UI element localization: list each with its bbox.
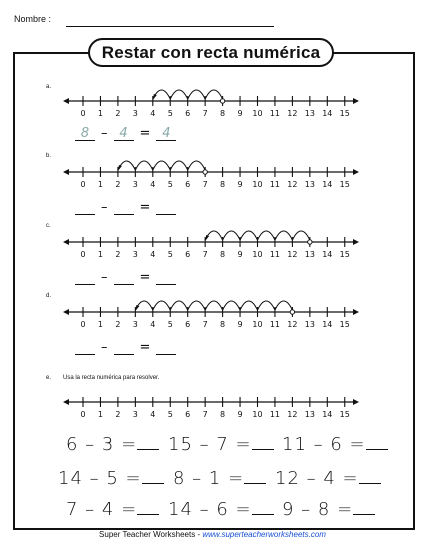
equation-e7: 7 – 4 = xyxy=(66,499,159,520)
number-line-b-jump xyxy=(188,161,205,170)
number-line-d-jump xyxy=(188,301,205,310)
number-line-e-arrow-right xyxy=(353,399,359,405)
number-line-a-tick-label: 9 xyxy=(237,109,243,118)
number-line-a-tick-label: 7 xyxy=(202,109,208,118)
number-line-c-tick-label: 7 xyxy=(202,250,208,259)
number-line-b-jump xyxy=(135,161,152,170)
equation-e7-blank[interactable] xyxy=(137,500,159,515)
number-line-b-tick-label: 4 xyxy=(150,180,156,189)
name-label: Nombre : xyxy=(14,14,52,24)
number-line-e-arrow-left xyxy=(63,399,69,405)
number-line-d-tick-label: 13 xyxy=(304,320,315,329)
number-line-a-jump xyxy=(205,90,222,99)
number-line-e-tick-label: 12 xyxy=(287,410,298,419)
number-line-b-jump xyxy=(170,161,187,170)
number-line-c-arrow-right xyxy=(353,239,359,245)
problem-b-label: b. xyxy=(46,153,52,159)
number-line-b-jump-arrow xyxy=(118,165,122,171)
number-line-c-tick-label: 8 xyxy=(220,250,226,259)
number-line-a-arrow-right xyxy=(353,98,359,104)
number-line-a-tick-label: 11 xyxy=(269,109,281,118)
number-line-e-tick-label: 3 xyxy=(132,410,138,419)
number-line-a-tick-label: 6 xyxy=(185,109,191,118)
number-line-d-tick-label: 4 xyxy=(150,320,156,329)
number-line-d-jump xyxy=(153,301,170,310)
number-line-a-jump-arrow xyxy=(153,94,157,100)
number-line-a-tick-label: 4 xyxy=(150,109,156,118)
number-line-b-tick-label: 14 xyxy=(322,180,333,189)
number-line-a-tick-label: 5 xyxy=(167,109,173,118)
number-line-d-tick-label: 12 xyxy=(287,320,298,329)
answer-d-subtrahend[interactable] xyxy=(114,340,134,355)
number-line-b-tick-label: 8 xyxy=(220,180,226,189)
number-line-b-tick-label: 10 xyxy=(252,180,263,189)
number-line-e-tick-label: 7 xyxy=(202,410,208,419)
answer-a-subtrahend[interactable]: 4 xyxy=(114,126,134,141)
number-line-a-tick-label: 13 xyxy=(304,109,315,118)
number-line-c-jump xyxy=(275,231,292,240)
number-line-e-tick-label: 15 xyxy=(339,410,350,419)
number-line-b-tick-label: 9 xyxy=(237,180,243,189)
worksheet-title: Restar con recta numérica xyxy=(88,38,334,67)
number-line-a-tick-label: 15 xyxy=(339,109,350,118)
equation-e3-blank[interactable] xyxy=(366,435,388,450)
number-line-a-tick-label: 10 xyxy=(252,109,263,118)
number-line-e-tick-label: 11 xyxy=(269,410,281,419)
number-line-a-arrow-left xyxy=(63,98,69,104)
number-line-c-jump-arrow xyxy=(205,235,209,241)
equation-e8-blank[interactable] xyxy=(252,500,274,515)
number-line-d-tick-label: 1 xyxy=(97,320,103,329)
number-line-e-tick-label: 0 xyxy=(80,410,86,419)
number-line-b-jump xyxy=(153,161,170,170)
number-line-c-tick-label: 2 xyxy=(115,250,121,259)
answer-row-b: – = xyxy=(73,200,178,215)
number-line-c xyxy=(63,231,359,259)
number-line-d-tick-label: 7 xyxy=(202,320,208,329)
number-line-e-tick-label: 10 xyxy=(252,410,263,419)
footer xyxy=(0,530,425,539)
number-line-a-jump xyxy=(188,90,205,99)
answer-c-subtrahend[interactable] xyxy=(114,270,134,285)
problem-d-label: d. xyxy=(46,293,52,299)
equation-e1: 6 – 3 = xyxy=(66,434,159,455)
number-line-b-tick-label: 0 xyxy=(80,180,86,189)
number-line-c-tick-label: 9 xyxy=(237,250,243,259)
number-line-a-tick-label: 14 xyxy=(322,109,333,118)
number-line-e-tick-label: 14 xyxy=(322,410,333,419)
equation-e5: 8 – 1 = xyxy=(173,468,266,489)
answer-d-minuend[interactable] xyxy=(75,340,95,355)
number-line-c-tick-label: 10 xyxy=(252,250,263,259)
number-line-c-jump xyxy=(292,231,309,240)
number-line-d-jump xyxy=(275,301,292,310)
number-line-d-jump xyxy=(135,301,152,310)
answer-a-minuend[interactable]: 8 xyxy=(75,126,95,141)
number-line-d-tick-label: 10 xyxy=(252,320,263,329)
number-line-a-tick-label: 3 xyxy=(132,109,138,118)
number-line-b-arrow-right xyxy=(353,169,359,175)
number-line-d-arrow-right xyxy=(353,309,359,315)
number-line-a-start-point xyxy=(220,99,224,103)
number-line-d-jump xyxy=(258,301,275,310)
number-line-b-tick-label: 6 xyxy=(185,180,191,189)
number-line-e-tick-label: 1 xyxy=(97,410,103,419)
number-line-a-jump xyxy=(170,90,187,99)
number-line-c-tick-label: 5 xyxy=(167,250,173,259)
equation-e3: 11 – 6 = xyxy=(282,434,388,455)
number-line-d-tick-label: 9 xyxy=(237,320,243,329)
number-line-d-start-point xyxy=(290,310,294,314)
number-line-c-jump xyxy=(240,231,257,240)
number-line-b-tick-label: 7 xyxy=(202,180,208,189)
number-line-b-start-point xyxy=(203,170,207,174)
footer-url[interactable]: www.superteacherworksheets.com xyxy=(202,530,326,539)
equation-e4-blank[interactable] xyxy=(142,469,164,484)
equation-e1-blank[interactable] xyxy=(137,435,159,450)
number-line-c-tick-label: 1 xyxy=(97,250,103,259)
equation-e5-blank[interactable] xyxy=(244,469,266,484)
number-line-b-tick-label: 13 xyxy=(304,180,315,189)
number-line-c-jump xyxy=(258,231,275,240)
number-line-a-tick-label: 1 xyxy=(97,109,103,118)
equation-e8: 14 – 6 = xyxy=(168,499,274,520)
number-line-c-tick-label: 6 xyxy=(185,250,191,259)
number-line-c-tick-label: 0 xyxy=(80,250,86,259)
number-line-c-start-point xyxy=(308,240,312,244)
number-line-a-tick-label: 8 xyxy=(220,109,226,118)
number-line-d-tick-label: 5 xyxy=(167,320,173,329)
problem-e-label: e. xyxy=(46,375,52,381)
number-line-d-jump xyxy=(240,301,257,310)
number-line-c-tick-label: 4 xyxy=(150,250,156,259)
answer-row-c: – = xyxy=(73,270,178,285)
number-line-b-tick-label: 12 xyxy=(287,180,298,189)
number-line-c-arrow-left xyxy=(63,239,69,245)
footer-brand: Super Teacher Worksheets - xyxy=(99,530,203,539)
number-line-e-tick-label: 8 xyxy=(220,410,226,419)
number-line-c-jump xyxy=(205,231,222,240)
number-line-b xyxy=(63,161,359,189)
number-line-c-tick-label: 15 xyxy=(339,250,350,259)
answer-b-minuend[interactable] xyxy=(75,200,95,215)
number-line-b-tick-label: 15 xyxy=(339,180,350,189)
number-line-b-tick-label: 1 xyxy=(97,180,103,189)
number-line-e-tick-label: 9 xyxy=(237,410,243,419)
equation-e2-blank[interactable] xyxy=(252,435,274,450)
number-line-d-tick-label: 3 xyxy=(132,320,138,329)
number-line-d-tick-label: 15 xyxy=(339,320,350,329)
equation-e6-blank[interactable] xyxy=(359,469,381,484)
number-line-e xyxy=(63,397,359,419)
number-line-d-jump xyxy=(223,301,240,310)
number-line-d-tick-label: 2 xyxy=(115,320,121,329)
problem-e-instruction: Usa la recta numérica para resolver. xyxy=(63,375,160,381)
number-line-d-tick-label: 14 xyxy=(322,320,333,329)
number-line-e-tick-label: 5 xyxy=(167,410,173,419)
number-line-e-tick-label: 2 xyxy=(115,410,121,419)
number-line-b-arrow-left xyxy=(63,169,69,175)
equation-e9-blank[interactable] xyxy=(353,500,375,515)
number-line-a-tick-label: 0 xyxy=(80,109,86,118)
problem-c-label: c. xyxy=(46,223,51,229)
answer-row-d: – = xyxy=(73,340,178,355)
number-line-d-jump xyxy=(170,301,187,310)
number-line-d-jump-arrow xyxy=(135,305,139,311)
number-line-c-jump xyxy=(223,231,240,240)
answer-a-difference[interactable]: 4 xyxy=(156,126,176,141)
number-line-c-tick-label: 13 xyxy=(304,250,315,259)
number-line-c-tick-label: 14 xyxy=(322,250,333,259)
number-line-b-tick-label: 11 xyxy=(269,180,281,189)
number-line-a-tick-label: 12 xyxy=(287,109,298,118)
number-line-b-jump xyxy=(118,161,135,170)
answer-c-difference[interactable] xyxy=(156,270,176,285)
number-line-d-tick-label: 6 xyxy=(185,320,191,329)
answer-b-subtrahend[interactable] xyxy=(114,200,134,215)
number-line-d-tick-label: 8 xyxy=(220,320,226,329)
equation-e2: 15 – 7 = xyxy=(168,434,274,455)
number-line-c-tick-label: 3 xyxy=(132,250,138,259)
number-line-d xyxy=(63,301,359,329)
number-line-d-arrow-left xyxy=(63,309,69,315)
number-line-c-tick-label: 11 xyxy=(269,250,281,259)
answer-c-minuend[interactable] xyxy=(75,270,95,285)
number-line-b-tick-label: 3 xyxy=(132,180,138,189)
number-line-b-tick-label: 5 xyxy=(167,180,173,189)
number-line-b-tick-label: 2 xyxy=(115,180,121,189)
number-line-c-tick-label: 12 xyxy=(287,250,298,259)
number-line-d-jump xyxy=(205,301,222,310)
number-line-a xyxy=(63,90,359,118)
equation-e6: 12 – 4 = xyxy=(275,468,381,489)
number-line-a-jump xyxy=(153,90,170,99)
equation-e4: 14 – 5 = xyxy=(58,468,164,489)
number-line-d-tick-label: 0 xyxy=(80,320,86,329)
number-line-e-tick-label: 4 xyxy=(150,410,156,419)
problem-a-label: a. xyxy=(46,84,52,90)
answer-b-difference[interactable] xyxy=(156,200,176,215)
number-line-e-tick-label: 6 xyxy=(185,410,191,419)
number-line-d-tick-label: 11 xyxy=(269,320,281,329)
answer-d-difference[interactable] xyxy=(156,340,176,355)
equation-e9: 9 – 8 = xyxy=(282,499,375,520)
answer-row-a: 8 – 4 = 4 xyxy=(73,126,178,141)
number-line-a-tick-label: 2 xyxy=(115,109,121,118)
number-line-e-tick-label: 13 xyxy=(304,410,315,419)
